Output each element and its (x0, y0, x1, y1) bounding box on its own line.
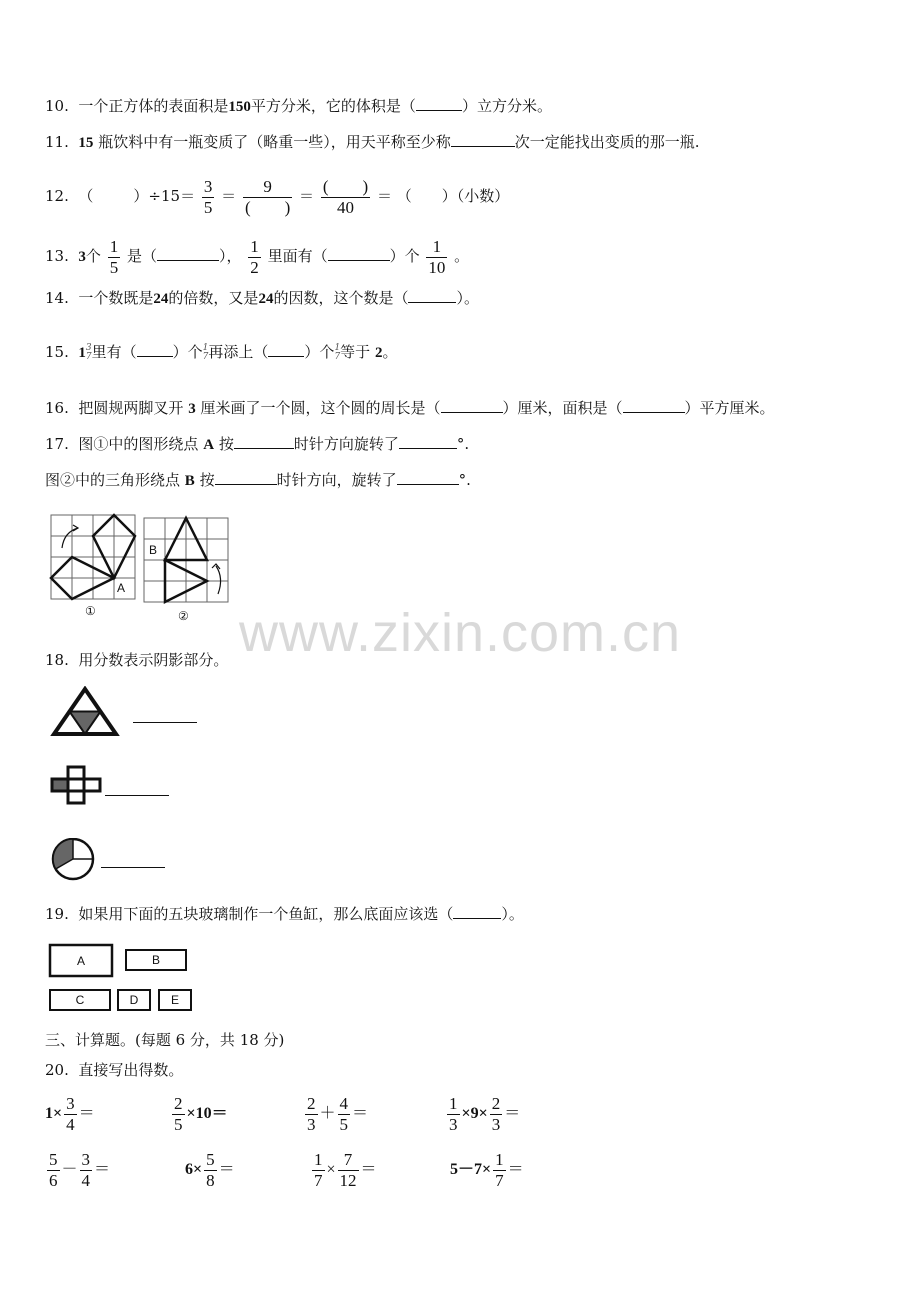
glass-label: C (75, 993, 85, 1007)
calc-expression-1: 1× $\frac{3}{4}$ ＝ (45, 1094, 95, 1134)
question-10: 10. 一个正方体的表面积是150平方分米，它的体积是（ ）立方分米。 (45, 97, 552, 115)
section-3-title: 三、计算题。(每题 6 分，共 18 分) (45, 1031, 285, 1049)
answer-blank[interactable] (453, 904, 501, 919)
question-number: 19. (45, 905, 69, 923)
answer-blank[interactable] (133, 708, 197, 723)
answer-blank[interactable] (328, 246, 390, 261)
circle-shaded-figure (46, 838, 100, 882)
fraction: $\frac{1}{5}$ (109, 236, 119, 277)
question-12: 12. （ ）÷15＝ $\frac{3}{5}$ ＝ $\frac{9}{( )}$ ＝ $\frac{( )}{40}$ ＝ （ ）（小数） (45, 176, 510, 217)
calc-expression-4: $\frac{1}{3}$ ×9× $\frac{2}{3}$ ＝ (449, 1094, 521, 1134)
question-number: 10. (45, 97, 69, 115)
figure-2-label: ② (178, 609, 189, 623)
question-number: 15. (45, 343, 69, 361)
grid-2-group (144, 518, 228, 623)
calc-expression-6: 6× $\frac{5}{8}$ ＝ (185, 1150, 235, 1190)
question-number: 12. (45, 187, 69, 205)
fraction: $\frac{9}{( )}$ (244, 176, 291, 217)
fraction: $\frac{1}{2}$ (250, 236, 259, 277)
glass-label: E (170, 993, 180, 1007)
question-17-line-2: 图②中的三角形绕点 B 按 时针方向，旋转了 °. (45, 471, 471, 489)
question-number: 13. (45, 247, 69, 265)
fraction: $\frac{1}{10}$ (428, 236, 446, 277)
glass-label: A (76, 954, 86, 968)
calc-expression-7: $\frac{1}{7}$ × $\frac{7}{12}$ ＝ (314, 1150, 377, 1190)
glass-label: D (129, 993, 139, 1007)
calc-expression-2: $\frac{2}{5}$ ×10＝ (174, 1094, 228, 1134)
answer-blank[interactable] (137, 342, 173, 357)
watermark: www.zixin.com.cn (238, 603, 682, 663)
calc-expression-3: $\frac{2}{3}$ ＋ $\frac{4}{5}$ ＝ (307, 1094, 369, 1134)
question-11: 11. 15 瓶饮料中有一瓶变质了（略重一些），用天平称至少称 次一定能找出变质的那一瓶. (45, 133, 700, 151)
fraction: 3 7 (85, 343, 92, 362)
question-14: 14. 一个数既是24的倍数，又是24的因数，这个数是（ ）。 (45, 289, 479, 307)
question-13: 13. 3个 $\frac{1}{5}$ 是（ ）， $\frac{1}{2}$ 里面有（ ）个 $\frac{1}{10}$ 。 (45, 236, 470, 277)
answer-blank[interactable] (215, 470, 277, 485)
answer-blank[interactable] (234, 434, 294, 449)
answer-blank[interactable] (268, 342, 304, 357)
rotation-figures (48, 512, 233, 624)
answer-blank[interactable] (397, 470, 459, 485)
calc-expression-5: $\frac{5}{6}$ － $\frac{3}{4}$ ＝ (49, 1150, 111, 1190)
answer-blank[interactable] (399, 434, 457, 449)
question-number: 14. (45, 289, 69, 307)
fraction: $\frac{( )}{40}$ (322, 176, 369, 217)
answer-blank[interactable] (157, 246, 219, 261)
calc-expression-8: 5－7× $\frac{1}{7}$ ＝ (450, 1150, 524, 1190)
answer-blank[interactable] (623, 398, 685, 413)
glass-label: B (151, 953, 161, 967)
question-20: 20. 直接写出得数。 (45, 1061, 184, 1079)
cross-shaded-figure (50, 764, 104, 808)
rotation-arrow (216, 566, 221, 594)
answer-blank[interactable] (441, 398, 503, 413)
question-18: 18. 用分数表示阴影部分。 (45, 651, 229, 669)
answer-blank[interactable] (451, 132, 515, 147)
question-17-line-1: 17. 图①中的图形绕点 A 按 时针方向旋转了 °. (45, 435, 470, 453)
question-19: 19. 如果用下面的五块玻璃制作一个鱼缸，那么底面应该选（ ）。 (45, 905, 524, 923)
question-16: 16. 把圆规两脚叉开 3 厘米画了一个圆，这个圆的周长是（ ）厘米，面积是（ ）平方厘米。 (45, 399, 775, 417)
question-number: 17. (45, 435, 69, 453)
answer-blank[interactable] (105, 781, 169, 796)
point-b-label: B (149, 543, 158, 557)
question-number: 18. (45, 651, 69, 669)
question-number: 16. (45, 399, 69, 417)
rotation-arrow (62, 528, 78, 548)
question-number: 11. (45, 133, 69, 151)
answer-blank[interactable] (93, 187, 133, 201)
answer-blank[interactable] (416, 96, 462, 111)
triangle-shaded-figure (50, 686, 120, 738)
figure-1-label: ① (85, 604, 96, 618)
glass-pieces (48, 942, 208, 1014)
fraction: 1 7 (334, 343, 341, 362)
point-a-label: A (117, 581, 126, 595)
answer-blank[interactable] (101, 853, 165, 868)
question-number: 20. (45, 1061, 69, 1079)
answer-blank[interactable] (408, 288, 456, 303)
fraction: $\frac{3}{5}$ (203, 176, 213, 217)
fraction: 1 7 (202, 343, 209, 362)
question-15: 15. 1 3 7 里有（ ）个 1 7 再添上（ ）个 1 7 等于 2。 (45, 343, 398, 362)
